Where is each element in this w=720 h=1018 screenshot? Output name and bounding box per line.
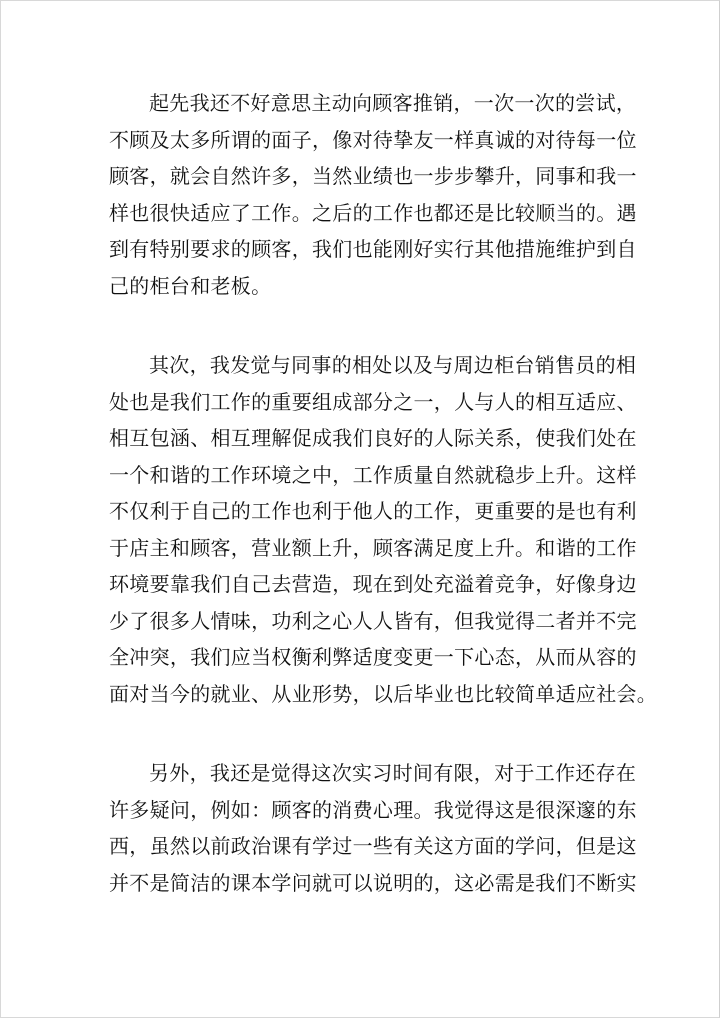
- text-line: 少了很多人情味，功利之心人人皆有，但我觉得二者并不完: [109, 608, 637, 633]
- text-line: 到有特别要求的顾客，我们也能刚好实行其他措施维护到自: [109, 237, 637, 261]
- text-line: 其次，我发觉与同事的相处以及与周边柜台销售员的相: [149, 353, 637, 377]
- text-line: 一个和谐的工作环境之中，工作质量自然就稳步上升。这样: [109, 462, 637, 487]
- text-line: 处也是我们工作的重要组成部分之一，人与人的相互适应、: [109, 389, 637, 414]
- text-line: 西，虽然以前政治课有学过一些有关这方面的学问，但是这: [109, 834, 637, 858]
- text-line: 样也很快适应了工作。之后的工作也都还是比较顺当的。遇: [109, 200, 637, 225]
- paragraph-2: [109, 347, 658, 712]
- text-line: 于店主和顾客，营业额上升，顾客满足度上升。和谐的工作: [109, 535, 637, 560]
- text-line: 己的柜台和老板。: [109, 273, 272, 298]
- text-line: 许多疑问，例如：顾客的消费心理。我觉得这是很深邃的东: [109, 797, 637, 822]
- text-line: 面对当今的就业、从业形势，以后毕业也比较简单适应社会。: [109, 681, 658, 706]
- text-line: 环境要靠我们自己去营造，现在到处充溢着竞争，好像身边: [109, 572, 637, 596]
- text-line: 相互包涵、相互理解促成我们良好的人际关系，使我们处在: [109, 426, 637, 450]
- text-line: 不顾及太多所谓的面子，像对待挚友一样真诚的对待每一位: [109, 127, 637, 152]
- text-line: 顾客，就会自然许多，当然业绩也一步步攀升，同事和我一: [109, 164, 637, 188]
- text-line: 不仅利于自己的工作也利于他人的工作，更重要的是也有利: [109, 499, 637, 523]
- text-line: 另外，我还是觉得这次实习时间有限，对于工作还存在: [149, 761, 637, 785]
- text-line: 全冲突，我们应当权衡利弊适度变更一下心态，从而从容的: [109, 645, 637, 669]
- text-line: 并不是简洁的课本学问就可以说明的，这必需是我们不断实: [109, 870, 637, 895]
- paragraph-spacer: [109, 304, 614, 347]
- paragraph-1: [109, 85, 637, 304]
- text-line: 起先我还不好意思主动向顾客推销，一次一次的尝试，: [149, 91, 637, 115]
- paragraph-spacer: [109, 712, 614, 755]
- paragraph-3: [109, 755, 637, 901]
- document-body: [109, 85, 658, 901]
